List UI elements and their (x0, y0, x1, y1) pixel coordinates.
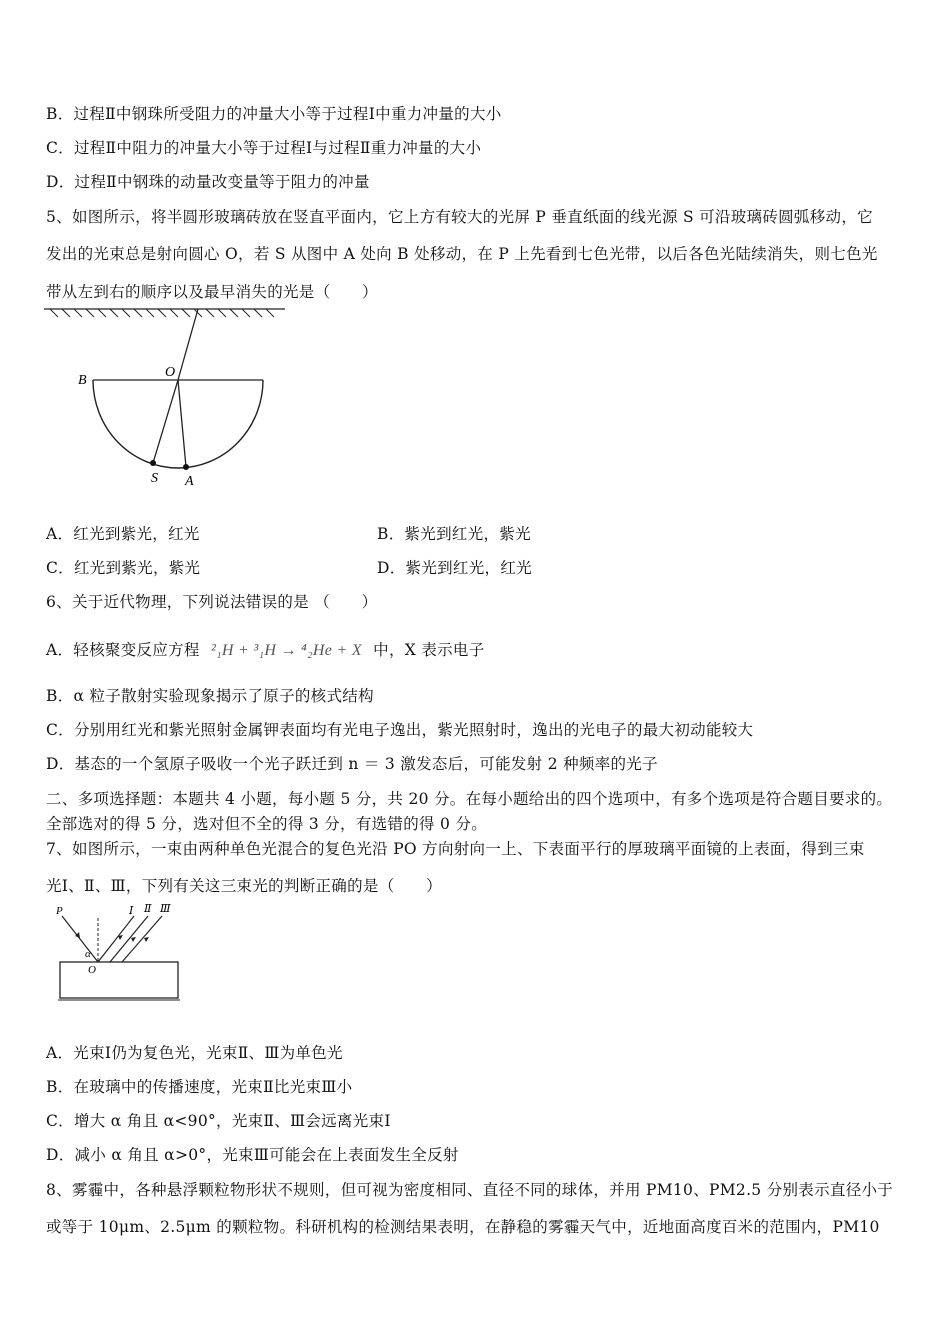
section2-instructions-line2: 全部选对的得 5 分，选对但不全的得 3 分，有选错的得 0 分。 (46, 815, 488, 833)
q4-option-b: B．过程Ⅱ中钢珠所受阻力的冲量大小等于过程Ⅰ中重力冲量的大小 (46, 105, 502, 123)
q6-option-a-suffix: 中，X 表示电子 (373, 641, 485, 659)
q7-label-beam-i: Ⅰ (129, 905, 134, 917)
q5-figure-semicircle-glass (40, 302, 300, 492)
q5-stem-line3: 带从左到右的顺序以及最早消失的光是（ ） (46, 283, 378, 301)
q7-stem-line1: 7、如图所示，一束由两种单色光混合的复色光沿 PO 方向射向一上、下表面平行的厚玻璃平面镜的上表面，得到三束 (46, 840, 865, 858)
q7-option-b: B．在玻璃中的传播速度，光束Ⅱ比光束Ⅲ小 (46, 1078, 353, 1096)
q5-option-a: A．红光到紫光，红光 (46, 525, 200, 543)
q7-option-c: C．增大 α 角且 α<90°，光束Ⅱ、Ⅲ会远离光束Ⅰ (46, 1112, 391, 1130)
q7-label-alpha: α (85, 948, 91, 960)
q5-label-b: B (78, 373, 87, 388)
q6-stem: 6、关于近代物理，下列说法错误的是 （ ） (46, 593, 378, 611)
q5-option-b: B．紫光到红光，紫光 (377, 525, 531, 543)
q5-option-c: C．红光到紫光，紫光 (46, 559, 201, 577)
q6-option-a-prefix: A．轻核聚变反应方程 (46, 641, 200, 659)
q5-label-s: S (151, 471, 158, 486)
q5-stem-line2: 发出的光束总是射向圆心 O，若 S 从图中 A 处向 B 处移动，在 P 上先看到七色光带，以后各色光陆续消失，则七色光 (46, 245, 878, 263)
q5-option-d: D．紫光到红光，红光 (377, 559, 532, 577)
q6-fusion-formula: ²₁H + ³₁H → ⁴₂He + X (210, 642, 362, 659)
q4-option-c: C．过程Ⅱ中阻力的冲量大小等于过程Ⅰ与过程Ⅱ重力冲量的大小 (46, 139, 482, 157)
q8-stem-line2: 或等于 10μm、2.5μm 的颗粒物。科研机构的检测结果表明，在静稳的雾霾天气中，近地面高度百米的范围内，PM10 (46, 1218, 880, 1236)
q7-label-beam-iii: Ⅲ (160, 903, 171, 915)
q6-option-a (46, 638, 485, 660)
q7-option-d: D．减小 α 角且 α>0°，光束Ⅲ可能会在上表面发生全反射 (46, 1146, 459, 1164)
q7-stem-line2: 光Ⅰ、Ⅱ、Ⅲ，下列有关这三束光的判断正确的是（ ） (46, 877, 442, 895)
q5-stem-line1: 5、如图所示，将半圆形玻璃砖放在竖直平面内，它上方有较大的光屏 P 垂直纸面的线光源 S 可沿玻璃砖圆弧移动，它 (46, 208, 873, 226)
q7-option-a: A．光束Ⅰ仍为复色光，光束Ⅱ、Ⅲ为单色光 (46, 1044, 343, 1062)
q6-option-b: B．α 粒子散射实验现象揭示了原子的核式结构 (46, 687, 374, 705)
q6-option-d: D．基态的一个氢原子吸收一个光子跃迁到 n ＝ 3 激发态后，可能发射 2 种频率的光子 (46, 755, 658, 773)
q7-figure-glass-plate (40, 898, 190, 1008)
q5-label-o: O (165, 365, 176, 380)
q6-option-c: C．分别用红光和紫光照射金属钾表面均有光电子逸出，紫光照射时，逸出的光电子的最大初动能较大 (46, 721, 754, 739)
q7-label-beam-ii: Ⅱ (144, 903, 152, 915)
q7-label-o: O (88, 964, 96, 976)
q8-stem-line1: 8、雾霾中，各种悬浮颗粒物形状不规则，但可视为密度相同、直径不同的球体，并用 PM10、PM2.5 分别表示直径小于 (46, 1181, 894, 1199)
section2-instructions-line1: 二、多项选择题：本题共 4 小题，每小题 5 分，共 20 分。在每小题给出的四个选项中，有多个选项是符合题目要求的。 (46, 790, 893, 808)
q7-label-p: P (56, 905, 63, 917)
q5-label-a: A (185, 474, 194, 489)
q4-option-d: D．过程Ⅱ中钢珠的动量改变量等于阻力的冲量 (46, 173, 370, 191)
